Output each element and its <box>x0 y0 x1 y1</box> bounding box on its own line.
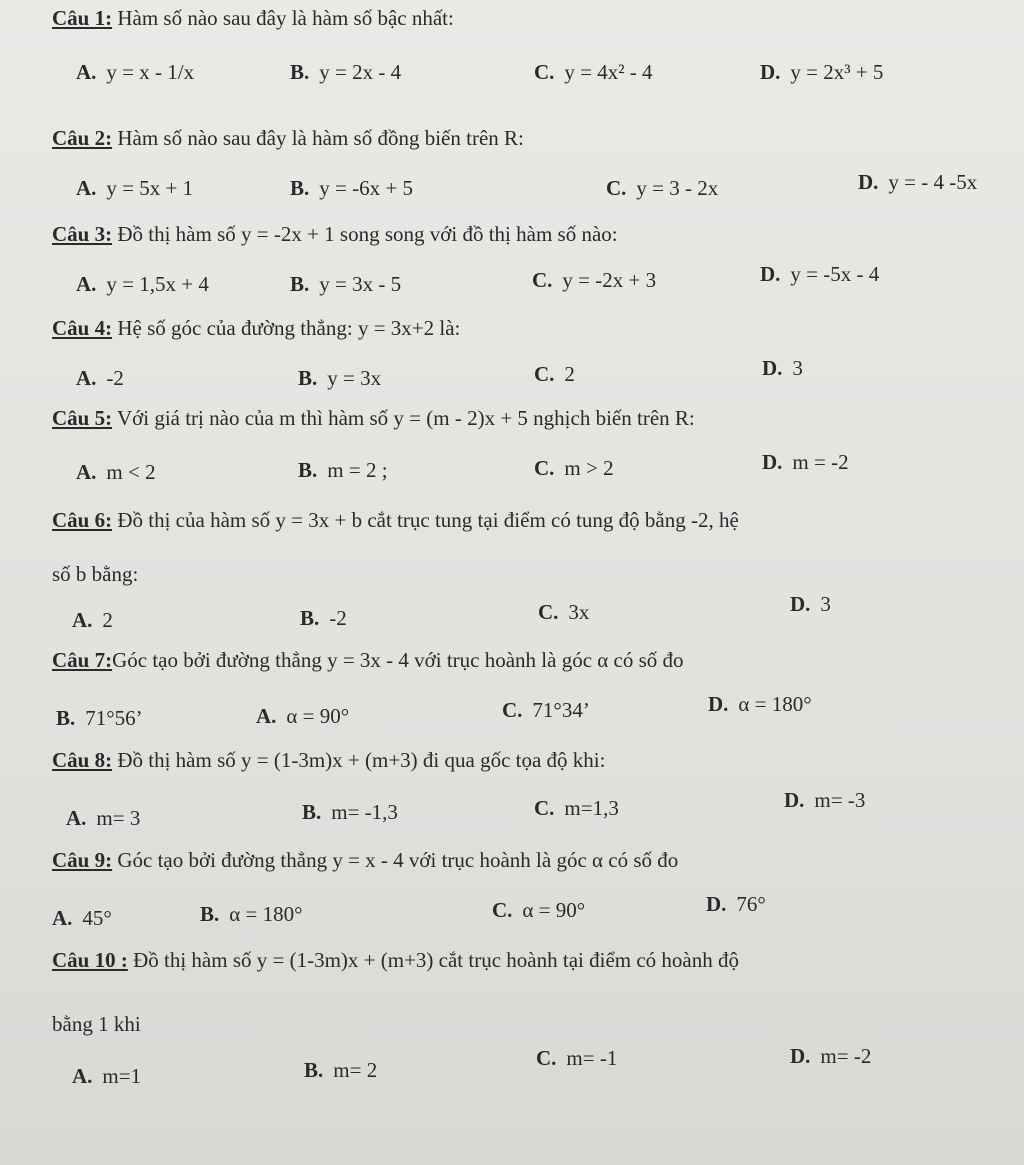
option-value: 71°34’ <box>532 698 590 722</box>
option-value: -2 <box>329 606 347 630</box>
question-number: Câu 1: <box>52 6 113 30</box>
option-label: C. <box>536 1046 557 1070</box>
option-value: α = 90° <box>522 898 586 922</box>
option-label: D. <box>760 60 781 84</box>
question-continuation: bằng 1 khi <box>52 1012 141 1036</box>
question-number: Câu 4: <box>52 316 113 340</box>
option-label: D. <box>708 692 729 716</box>
option <box>298 366 381 391</box>
question-1 <box>52 6 454 31</box>
option-label: B. <box>300 606 320 630</box>
option-value: y = x - 1/x <box>106 60 195 84</box>
option-value: 2 <box>564 362 575 386</box>
option-value: m= 3 <box>96 806 141 830</box>
option-value: 3 <box>820 592 831 616</box>
option-label: C. <box>532 268 553 292</box>
option <box>72 1064 141 1089</box>
question-text: Đồ thị hàm số y = -2x + 1 song song với đồ thị hàm số nào: <box>112 222 618 246</box>
option <box>762 450 849 475</box>
option-label: A. <box>76 460 97 484</box>
option <box>290 176 413 201</box>
question-text: Góc tạo bởi đường thẳng y = 3x - 4 với trục hoành là góc α có số đo <box>112 648 684 672</box>
question-number: Câu 9: <box>52 848 113 872</box>
option <box>76 60 194 85</box>
option-label: B. <box>290 176 310 200</box>
option-value: y = 3x <box>327 366 382 390</box>
option-label: A. <box>52 906 73 930</box>
option-value: y = -2x + 3 <box>562 268 657 292</box>
option <box>76 460 156 485</box>
option-label: D. <box>790 592 811 616</box>
option-label: B. <box>302 800 322 824</box>
option-label: C. <box>502 698 523 722</box>
option <box>56 706 143 731</box>
option-value: y = -6x + 5 <box>319 176 413 200</box>
option <box>534 796 619 821</box>
option <box>492 898 585 923</box>
option <box>290 272 401 297</box>
option-label: D. <box>762 356 783 380</box>
option-label: C. <box>534 796 555 820</box>
question-text: Đồ thị hàm số y = (1-3m)x + (m+3) cắt trục hoành tại điểm có hoành độ <box>127 948 739 972</box>
question-9 <box>52 848 678 873</box>
option-label: C. <box>534 362 555 386</box>
option <box>760 262 879 287</box>
option <box>790 592 831 617</box>
option-value: m < 2 <box>106 460 156 484</box>
option-value: α = 180° <box>229 902 303 926</box>
question-3 <box>52 222 618 247</box>
option-value: y = 2x³ + 5 <box>790 60 884 84</box>
option-value: α = 180° <box>738 692 812 716</box>
question-number: Câu 7: <box>52 648 113 672</box>
option <box>708 692 812 717</box>
question-4 <box>52 316 460 341</box>
option-value: m = 2 ; <box>327 458 388 482</box>
option-value: y = - 4 -5x <box>888 170 978 194</box>
option-label: A. <box>256 704 277 728</box>
option-label: C. <box>606 176 627 200</box>
option-value: 2 <box>102 608 113 632</box>
option-value: y = 5x + 1 <box>106 176 194 200</box>
question-text: Hàm số nào sau đây là hàm số đồng biến trên R: <box>112 126 524 150</box>
question-2 <box>52 126 524 151</box>
option-value: m= -2 <box>820 1044 872 1068</box>
question-8 <box>52 748 605 773</box>
option-label: A. <box>76 366 97 390</box>
option <box>534 362 575 387</box>
option <box>538 600 589 625</box>
option-label: A. <box>76 272 97 296</box>
option-value: m=1,3 <box>564 796 619 820</box>
question-text: Hàm số nào sau đây là hàm số bậc nhất: <box>112 6 454 30</box>
option <box>762 356 803 381</box>
option-label: C. <box>534 60 555 84</box>
question-text: Góc tạo bởi đường thẳng y = x - 4 với trục hoành là góc α có số đo <box>112 848 679 872</box>
option <box>304 1058 377 1083</box>
option-label: D. <box>706 892 727 916</box>
question-10 <box>52 948 739 973</box>
option <box>76 272 209 297</box>
question-number: Câu 5: <box>52 406 113 430</box>
question-5 <box>52 406 695 431</box>
option-label: A. <box>72 608 93 632</box>
option-value: 76° <box>736 892 766 916</box>
option-value: y = 2x - 4 <box>319 60 402 84</box>
option-label: B. <box>304 1058 324 1082</box>
question-text: Với giá trị nào của m thì hàm số y = (m - 2)x + 5 nghịch biến trên R: <box>112 406 695 430</box>
option <box>200 902 303 927</box>
question-number: Câu 8: <box>52 748 113 772</box>
option-label: B. <box>290 60 310 84</box>
option-value: α = 90° <box>286 704 350 728</box>
option <box>256 704 349 729</box>
option-value: y = -5x - 4 <box>790 262 880 286</box>
option <box>532 268 656 293</box>
option-value: m= -1 <box>566 1046 618 1070</box>
option-value: 71°56’ <box>85 706 143 730</box>
option-label: A. <box>76 176 97 200</box>
option <box>790 1044 871 1069</box>
option-label: C. <box>534 456 555 480</box>
option-label: A. <box>72 1064 93 1088</box>
option <box>300 606 347 631</box>
option <box>66 806 140 831</box>
option-value: m > 2 <box>564 456 614 480</box>
option-label: A. <box>76 60 97 84</box>
question-number: Câu 3: <box>52 222 113 246</box>
option <box>76 176 193 201</box>
option <box>502 698 590 723</box>
option <box>858 170 977 195</box>
option <box>534 456 614 481</box>
option-value: m= 2 <box>333 1058 378 1082</box>
option-label: C. <box>538 600 559 624</box>
question-text: Hệ số góc của đường thẳng: y = 3x+2 là: <box>112 316 461 340</box>
option <box>52 906 112 931</box>
question-number: Câu 10 : <box>52 948 128 972</box>
option <box>760 60 883 85</box>
option-label: C. <box>492 898 513 922</box>
option <box>302 800 398 825</box>
option <box>72 608 113 633</box>
question-continuation: số b bằng: <box>52 562 139 586</box>
option <box>290 60 401 85</box>
option <box>534 60 653 85</box>
option-label: B. <box>298 366 318 390</box>
option-label: D. <box>760 262 781 286</box>
option-value: 3 <box>792 356 803 380</box>
option <box>784 788 865 813</box>
option <box>536 1046 617 1071</box>
option <box>298 458 388 483</box>
option-value: -2 <box>106 366 124 390</box>
option-value: y = 3 - 2x <box>636 176 719 200</box>
option <box>706 892 766 917</box>
option-value: y = 1,5x + 4 <box>106 272 209 296</box>
question-text: Đồ thị hàm số y = (1-3m)x + (m+3) đi qua gốc tọa độ khi: <box>112 748 606 772</box>
option-label: D. <box>762 450 783 474</box>
option-label: D. <box>790 1044 811 1068</box>
option-label: B. <box>298 458 318 482</box>
option-label: B. <box>290 272 310 296</box>
option-value: m= -1,3 <box>331 800 398 824</box>
option-value: m= -3 <box>814 788 866 812</box>
option <box>606 176 718 201</box>
option-value: m=1 <box>102 1064 142 1088</box>
question-number: Câu 2: <box>52 126 113 150</box>
question-number: Câu 6: <box>52 508 113 532</box>
option-label: A. <box>66 806 87 830</box>
option-label: B. <box>56 706 76 730</box>
option-label: B. <box>200 902 220 926</box>
option-value: y = 4x² - 4 <box>564 60 653 84</box>
option-value: m = -2 <box>792 450 849 474</box>
option-value: y = 3x - 5 <box>319 272 402 296</box>
option-label: D. <box>784 788 805 812</box>
option <box>76 366 124 391</box>
question-6 <box>52 508 739 533</box>
option-label: D. <box>858 170 879 194</box>
question-7 <box>52 648 684 673</box>
question-text: Đồ thị của hàm số y = 3x + b cắt trục tung tại điểm có tung độ bằng -2, hệ <box>112 508 739 532</box>
option-value: 45° <box>82 906 112 930</box>
option-value: 3x <box>568 600 590 624</box>
